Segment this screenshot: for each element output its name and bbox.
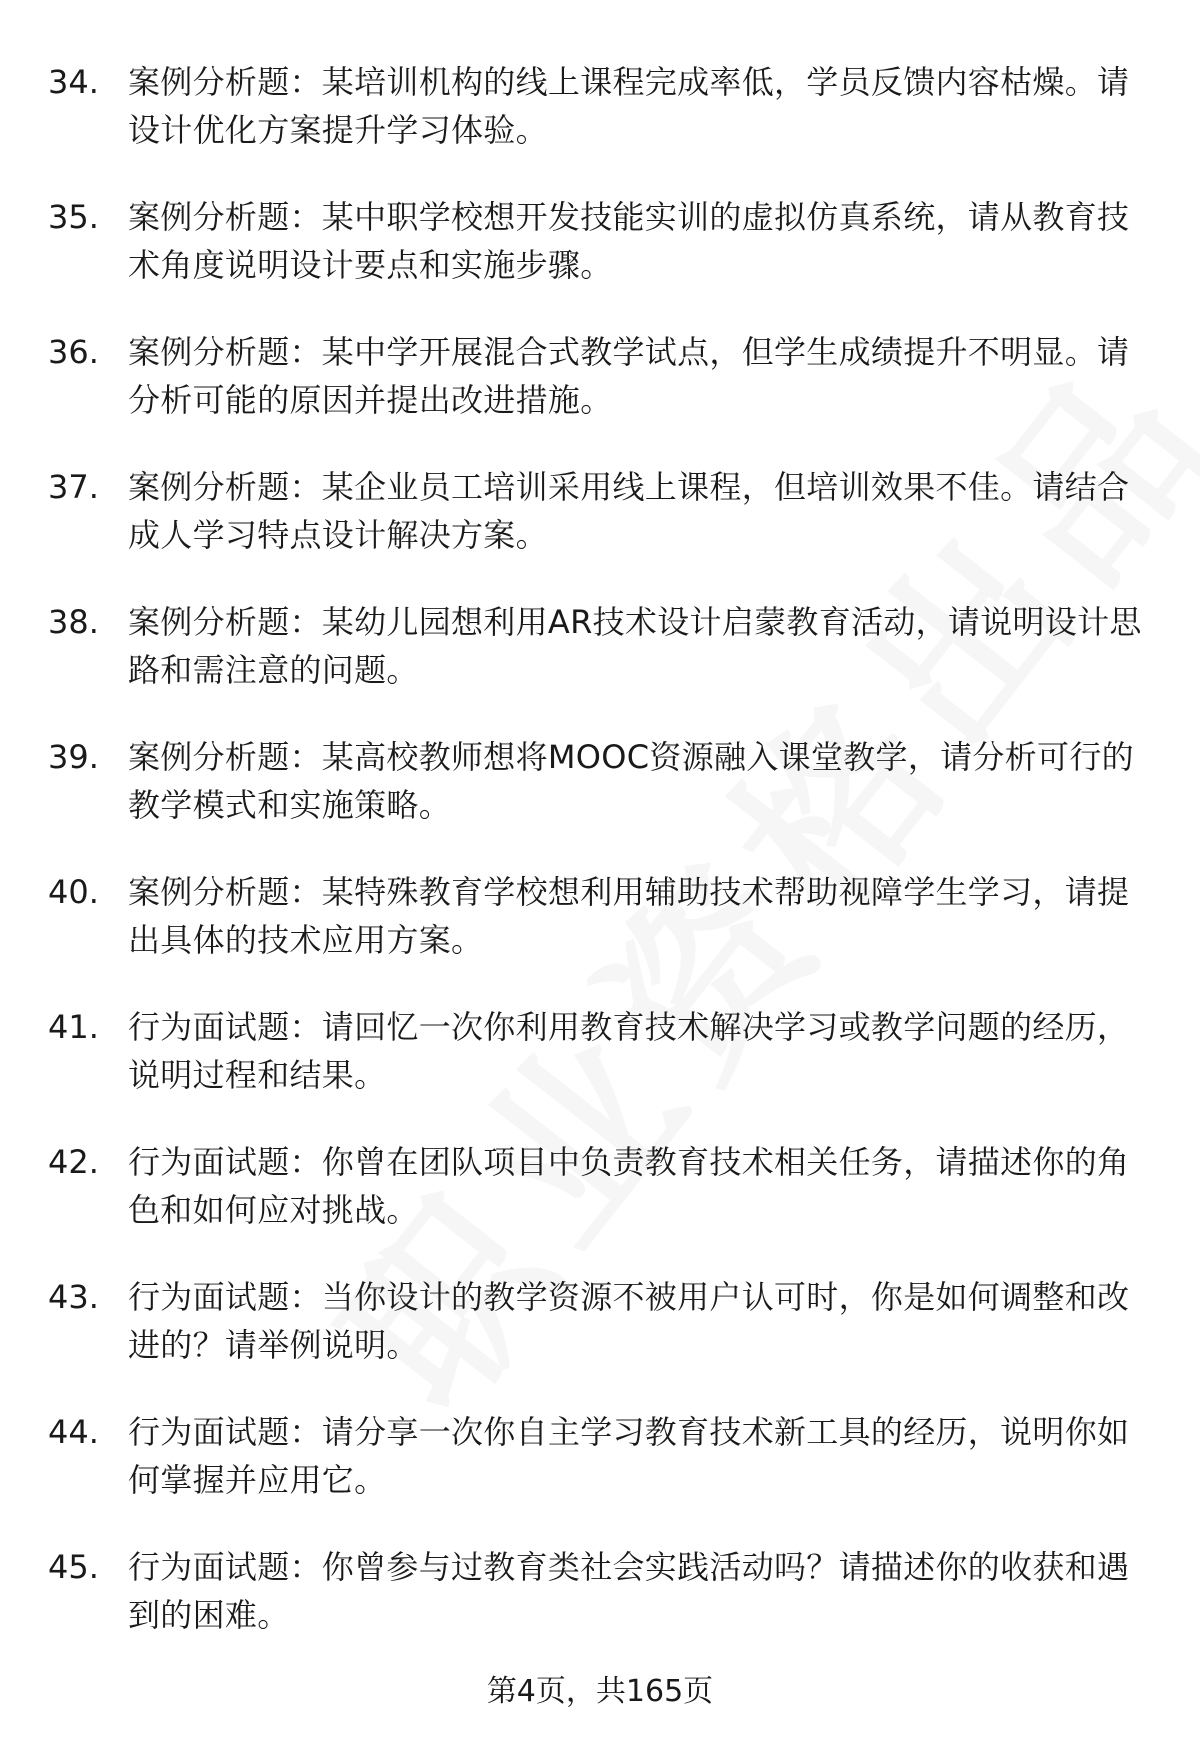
list-item xyxy=(48,868,1158,964)
question-number: 35. xyxy=(48,198,99,236)
question-text: 案例分析题：某中职学校想开发技能实训的虚拟仿真系统，请从教育技术角度说明设计要点和实施步骤。 xyxy=(128,198,1130,284)
question-text: 行为面试题：当你设计的教学资源不被用户认可时，你是如何调整和改进的？请举例说明。 xyxy=(128,1278,1130,1364)
question-number: 43. xyxy=(48,1278,99,1316)
question-number: 39. xyxy=(48,738,99,776)
list-item xyxy=(48,58,1158,154)
question-number: 42. xyxy=(48,1143,99,1181)
question-text: 案例分析题：某企业员工培训采用线上课程，但培训效果不佳。请结合成人学习特点设计解决方案。 xyxy=(128,468,1130,554)
list-item xyxy=(48,328,1158,424)
list-item xyxy=(48,1273,1158,1369)
list-item xyxy=(48,598,1158,694)
question-number: 38. xyxy=(48,603,99,641)
list-item xyxy=(48,733,1158,829)
question-text: 案例分析题：某培训机构的线上课程完成率低，学员反馈内容枯燥。请设计优化方案提升学习体验。 xyxy=(128,63,1130,149)
question-text: 案例分析题：某高校教师想将MOOC资源融入课堂教学，请分析可行的教学模式和实施策略。 xyxy=(128,738,1134,824)
question-list xyxy=(48,58,1158,1678)
list-item xyxy=(48,1543,1158,1639)
list-item xyxy=(48,1003,1158,1099)
question-number: 41. xyxy=(48,1008,99,1046)
question-text: 行为面试题：请分享一次你自主学习教育技术新工具的经历，说明你如何掌握并应用它。 xyxy=(128,1413,1130,1499)
question-text: 案例分析题：某中学开展混合式教学试点，但学生成绩提升不明显。请分析可能的原因并提出改进措施。 xyxy=(128,333,1130,419)
question-number: 37. xyxy=(48,468,99,506)
question-number: 40. xyxy=(48,873,99,911)
list-item xyxy=(48,1138,1158,1234)
list-item xyxy=(48,193,1158,289)
list-item xyxy=(48,463,1158,559)
question-number: 44. xyxy=(48,1413,99,1451)
question-number: 34. xyxy=(48,63,99,101)
page-footer: 第4页，共165页 xyxy=(486,1674,714,1709)
list-item xyxy=(48,1408,1158,1504)
question-number: 36. xyxy=(48,333,99,371)
question-text: 行为面试题：请回忆一次你利用教育技术解决学习或教学问题的经历，说明过程和结果。 xyxy=(128,1008,1130,1094)
question-text: 案例分析题：某特殊教育学校想利用辅助技术帮助视障学生学习，请提出具体的技术应用方案。 xyxy=(128,873,1130,959)
question-text: 行为面试题：你曾参与过教育类社会实践活动吗？请描述你的收获和遇到的困难。 xyxy=(128,1548,1130,1634)
question-text: 案例分析题：某幼儿园想利用AR技术设计启蒙教育活动，请说明设计思路和需注意的问题。 xyxy=(128,603,1142,689)
question-number: 45. xyxy=(48,1548,99,1586)
question-text: 行为面试题：你曾在团队项目中负责教育技术相关任务，请描述你的角色和如何应对挑战。 xyxy=(128,1143,1130,1229)
